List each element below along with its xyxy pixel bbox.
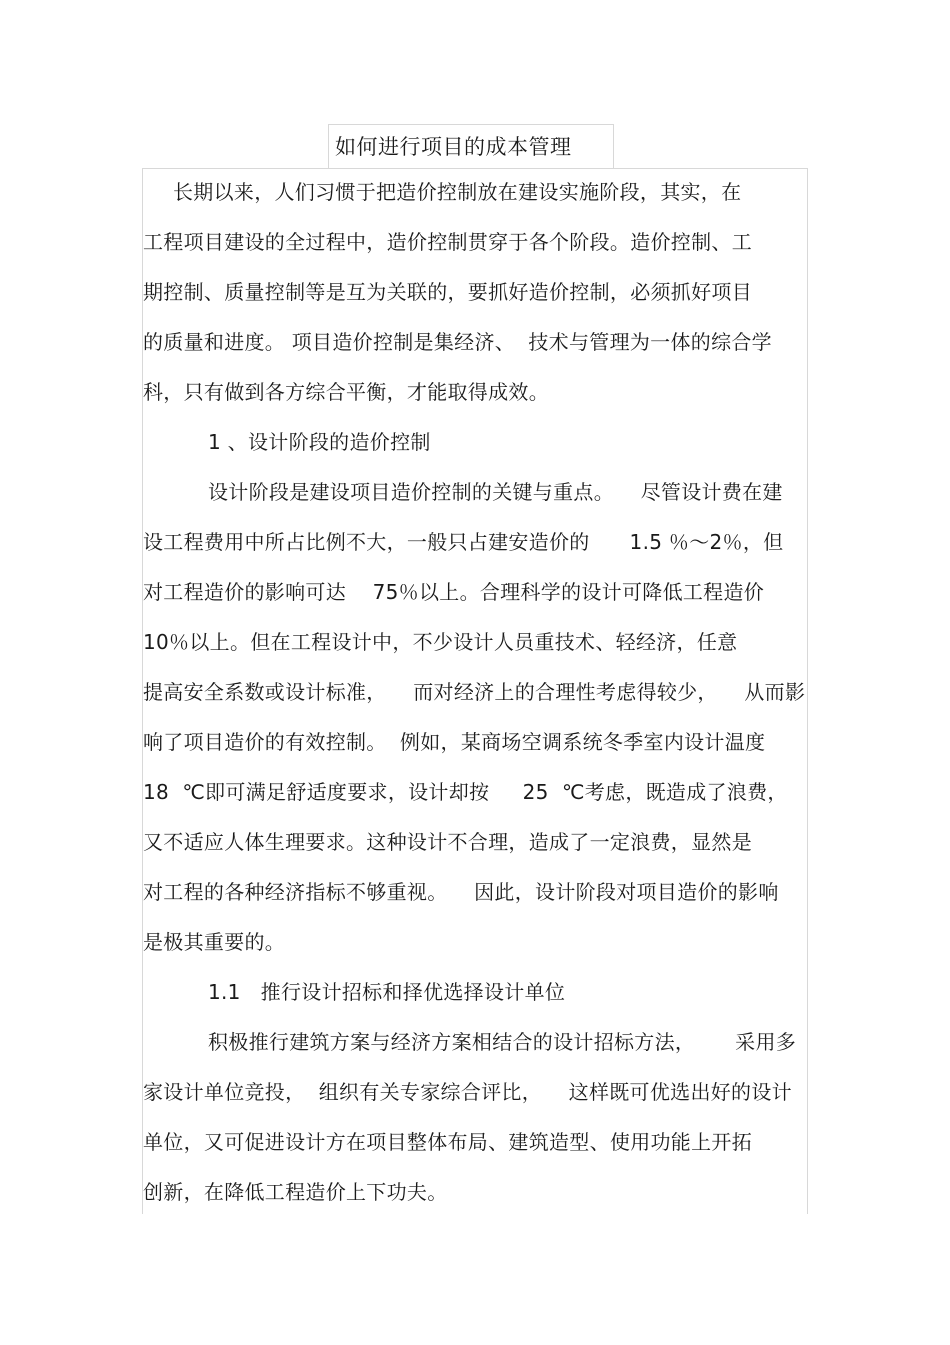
text-line: 设工程费用中所占比例不大，一般只占建安造价的 1.5 ％～2％，但 — [143, 530, 784, 554]
text-line: 单位，又可促进设计方在项目整体布局、建筑造型、使用功能上开拓 — [143, 1130, 752, 1154]
text-line: 提高安全系数或设计标准， 而对经济上的合理性考虑得较少， 从而影 — [143, 680, 806, 704]
text-line: 是极其重要的。 — [143, 930, 286, 954]
text-line: 对工程的各种经济指标不够重视。 因此，设计阶段对项目造价的影响 — [143, 880, 779, 904]
text-line: 的质量和进度。 项目造价控制是集经济、 技术与管理为一体的综合学 — [143, 330, 772, 354]
text-line: 创新，在降低工程造价上下功夫。 — [143, 1180, 448, 1204]
text-line: 家设计单位竞投， 组织有关专家综合评比， 这样既可优选出好的设计 — [143, 1080, 792, 1104]
text-line: 科，只有做到各方综合平衡，才能取得成效。 — [143, 380, 549, 404]
text-line: 又不适应人体生理要求。这种设计不合理，造成了一定浪费，显然是 — [143, 830, 752, 854]
text-line: 长期以来，人们习惯于把造价控制放在建设实施阶段，其实，在 — [173, 180, 742, 204]
text-line: 工程项目建设的全过程中，造价控制贯穿于各个阶段。造价控制、工 — [143, 230, 752, 254]
text-line: 18 ℃即可满足舒适度要求，设计却按 25 ℃考虑，既造成了浪费， — [143, 780, 788, 804]
section-heading: 1.1 推行设计招标和择优选择设计单位 — [208, 980, 566, 1004]
text-line: 响了项目造价的有效控制。 例如，某商场空调系统冬季室内设计温度 — [143, 730, 766, 754]
text-line: 期控制、质量控制等是互为关联的，要抓好造价控制，必须抓好项目 — [143, 280, 752, 304]
text-line: 积极推行建筑方案与经济方案相结合的设计招标方法， 采用多 — [208, 1030, 797, 1054]
text-line: 对工程造价的影响可达 75％以上。合理科学的设计可降低工程造价 — [143, 580, 765, 604]
text-line: 10％以上。但在工程设计中，不少设计人员重技术、轻经济，任意 — [143, 630, 738, 654]
document-title: 如何进行项目的成本管理 — [335, 135, 572, 159]
section-heading: 1 、设计阶段的造价控制 — [208, 430, 431, 454]
text-line: 设计阶段是建设项目造价控制的关键与重点。 尽管设计费在建 — [208, 480, 783, 504]
